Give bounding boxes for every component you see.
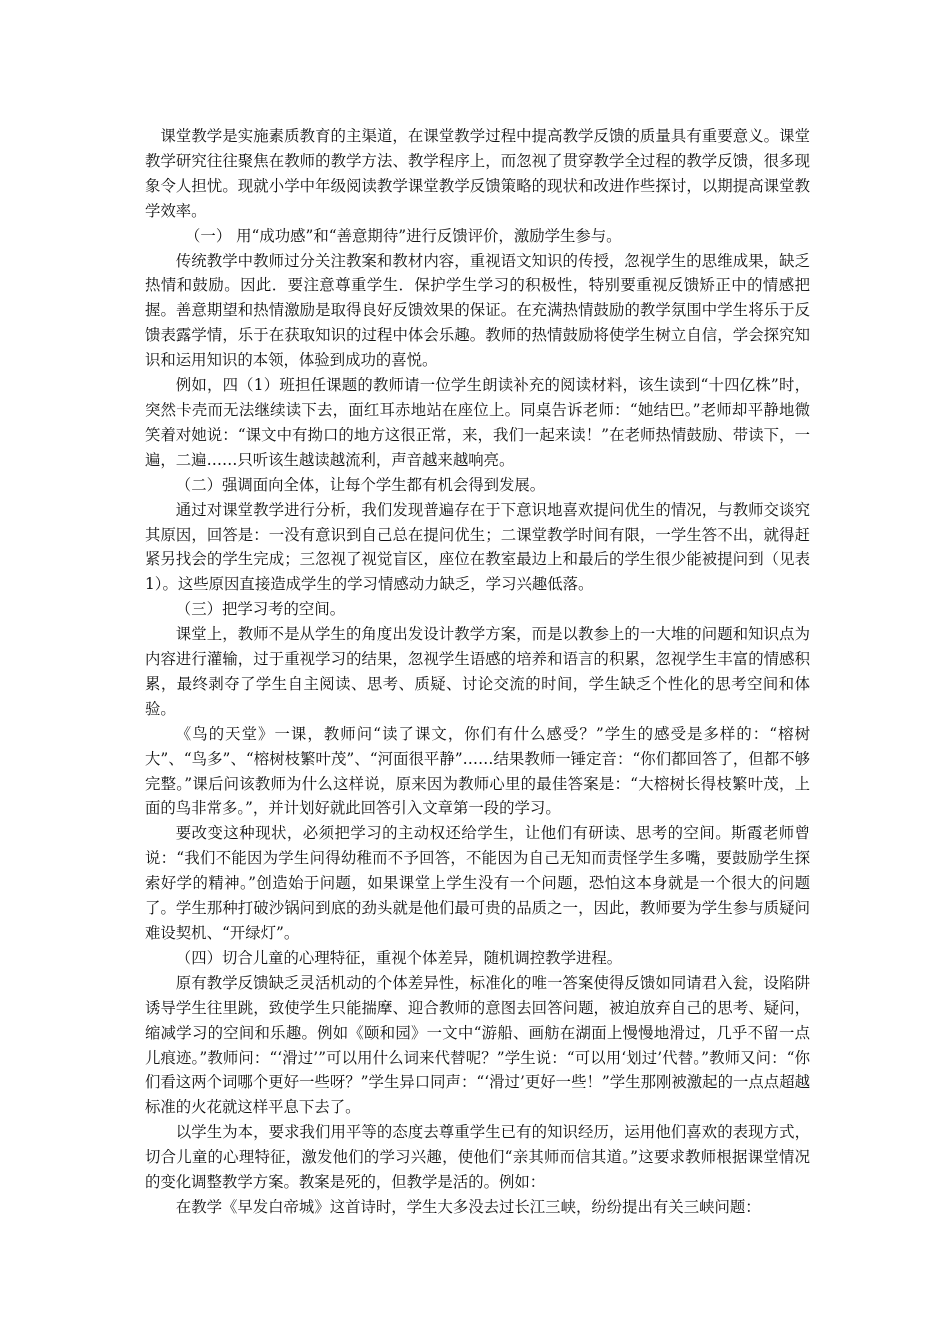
- body-paragraph: 要改变这种现状，必须把学习的主动权还给学生，让他们有研读、思考的空间。斯霞老师曾说：“我们不能因为学生问得幼稚而不予回答，不能因为自己无知而责怪学生多嘴，要鼓励学生探索好学的精神。”创造始于问题，如果课堂上学生没有一个问题，恐怕这本身就是一个很大的问题了。学生那种打破沙锅问到底的劲头就是他们最可贵的品质之一，因此，教师要为学生参与质疑问难设契机、“开绿灯”。: [145, 824, 810, 942]
- body-paragraph: 传统教学中教师过分关注教案和教材内容，重视语文知识的传授，忽视学生的思维成果，缺乏热情和鼓励。因此．要注意尊重学生．保护学生学习的积极性，特别要重视反馈矫正中的情感把握。善意期望和热情激励是取得良好反馈效果的保证。在充满热情鼓励的教学氛围中学生将乐于反馈表露学情，乐于在获取知识的过程中体会乐趣。教师的热情鼓励将使学生树立自信，学会探究知识和运用知识的本领，体验到成功的喜悦。: [145, 251, 810, 370]
- section-heading-1: （一） 用“成功感”和“善意期待”进行反馈评价，激励学生参与。: [185, 226, 622, 245]
- intro-paragraph: 课堂教学是实施素质教育的主渠道，在课堂教学过程中提高教学反馈的质量具有重要意义。课堂教学研究往往聚焦在教师的教学方法、教学程序上，而忽视了贯穿教学全过程的教学反馈，很多现象令人担忧。现就小学中年级阅读教学课堂教学反馈策略的现状和改进作些探讨，以期提高课堂教学效率。: [145, 127, 810, 220]
- document-page: [145, 124, 810, 1220]
- section-heading-3: （三）把学习考的空间。: [175, 600, 346, 619]
- section-heading-2: （二）强调面向全体，让每个学生都有机会得到发展。: [175, 475, 546, 494]
- body-paragraph: 通过对课堂教学进行分析，我们发现普遍存在于下意识地喜欢提问优生的情况，与教师交谈究其原因，回答是：一没有意识到自己总在提问优生；二课堂教学时间有限，一学生答不出，就得赶紧另找会的学生完成；三忽视了视觉盲区，座位在教室最边上和最后的学生很少能被提问到（见表1）。这些原因直接造成学生的学习情感动力缺乏，学习兴趣低落。: [145, 500, 810, 594]
- section-heading-4: （四）切合儿童的心理特征，重视个体差异，随机调控教学进程。: [175, 948, 623, 967]
- body-paragraph: 以学生为本，要求我们用平等的态度去尊重学生已有的知识经历，运用他们喜欢的表现方式，切合儿童的心理特征，激发他们的学习兴趣，使他们“亲其师而信其道。”这要求教师根据课堂情况的变化调整教学方案。教案是死的，但教学是活的。例如：: [145, 1123, 810, 1192]
- body-paragraph: 原有教学反馈缺乏灵活机动的个体差异性，标准化的唯一答案使得反馈如同请君入瓮，设陷阱诱导学生往里跳，致使学生只能揣摩、迎合教师的意图去回答问题，被迫放弃自己的思考、疑问，缩减学习的空间和乐趣。例如《颐和园》一文中“游船、画舫在湖面上慢慢地滑过，几乎不留一点儿痕迹。”教师问：“‘滑过’”可以用什么词来代替呢？”学生说：“可以用‘划过’代替。”教师又问：“你们看这两个词哪个更好一些呀？”学生异口同声：“‘滑过’更好一些！”学生那刚被激起的一点点超越标准的火花就这样平息下去了。: [145, 973, 810, 1117]
- body-paragraph: 在教学《早发白帝城》这首诗时，学生大多没去过长江三峡，纷纷提出有关三峡问题：: [175, 1197, 761, 1216]
- body-paragraph: 课堂上，教师不是从学生的角度出发设计教学方案，而是以教参上的一大堆的问题和知识点为内容进行灌输，过于重视学习的结果，忽视学生语感的培养和语言的积累，忽视学生丰富的情感积累，最终剥夺了学生自主阅读、思考、质疑、讨论交流的时间，学生缺乏个性化的思考空间和体验。: [145, 625, 810, 718]
- body-paragraph: 《鸟的天堂》一课，教师问“读了课文，你们有什么感受？”学生的感受是多样的：“榕树大”、“鸟多”、“榕树枝繁叶茂”、“河面很平静”……结果教师一锤定音：“你们都回答了，但都不够完整。”课后问该教师为什么这样说，原来因为教师心里的最佳答案是：“大榕树长得枝繁叶茂，上面的鸟非常多。”，并计划好就此回答引入文章第一段的学习。: [145, 724, 810, 818]
- body-paragraph: 例如，四（1）班担任课题的教师请一位学生朗读补充的阅读材料，该生读到“十四亿株”时，突然卡壳而无法继续读下去，面红耳赤地站在座位上。同桌告诉老师：“她结巴。”老师却平静地微笑着对她说：“课文中有拗口的地方这很正常，来，我们一起来读！”在老师热情鼓励、带读下，一遍，二遍……只听该生越读越流利，声音越来越响亮。: [145, 376, 810, 469]
